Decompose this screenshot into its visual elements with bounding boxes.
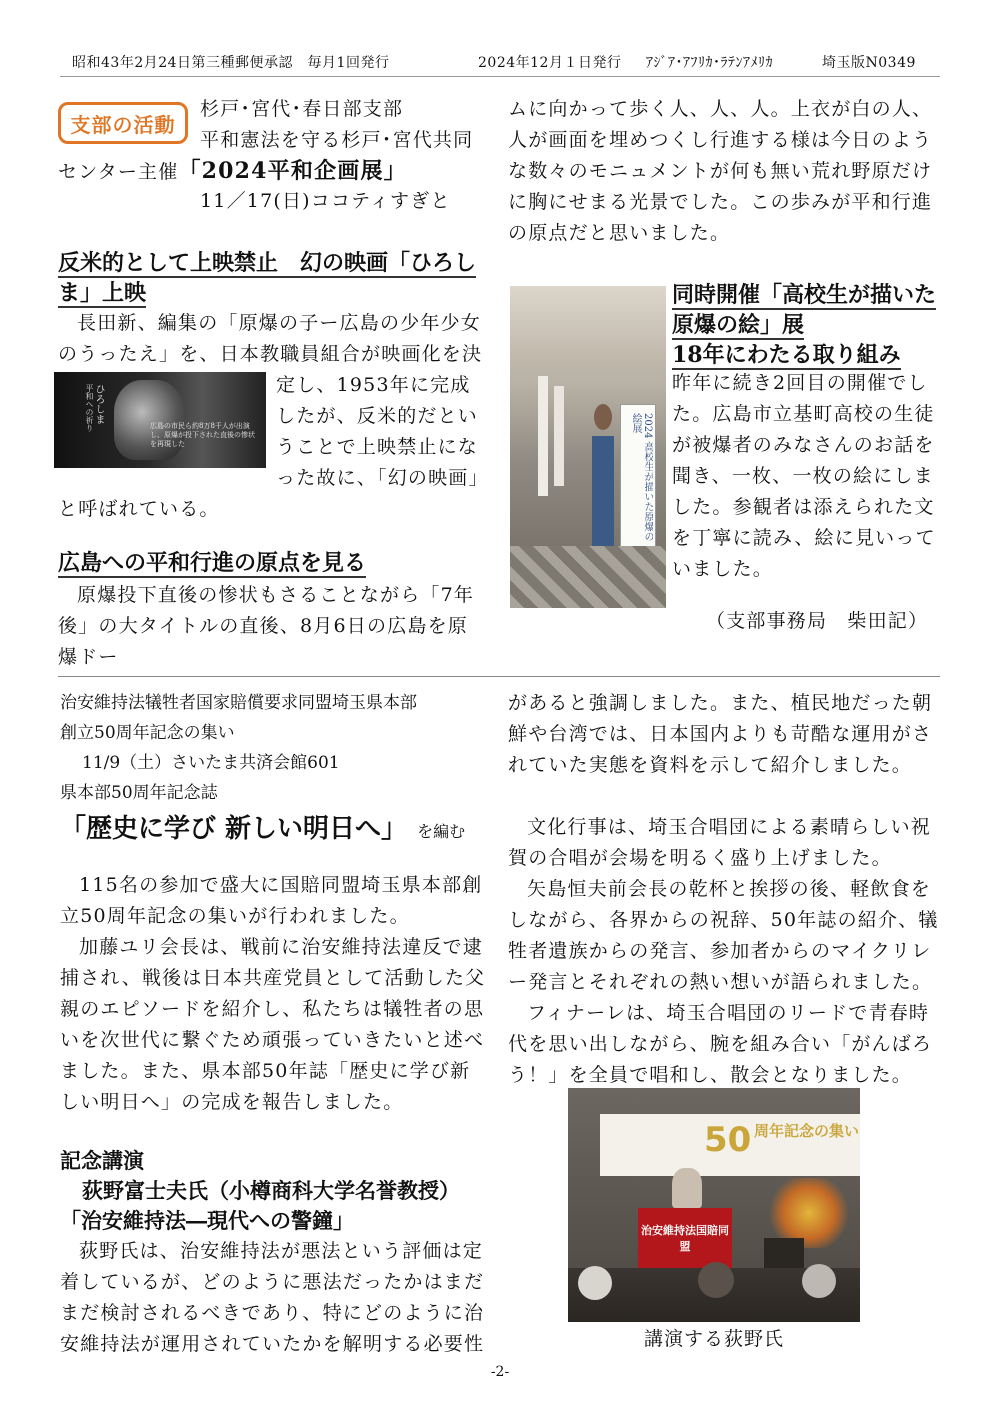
section-drawings [672,280,942,370]
section-heading-film [58,248,486,308]
gathering-name: 創立50周年記念の集い [60,723,235,743]
event-title: 「2024平和企画展」 [178,158,407,184]
speaker-figure [672,1168,702,1208]
lecture-label: 記念講演 [60,1148,144,1173]
gathering-paragraph-1: 115名の参加で盛大に国賠同盟埼玉県本部創立50周年記念の集いが行われました。 [60,874,483,927]
gathering-paragraph-3: があると強調しました。また、植民地だった朝鮮や台湾では、日本国内よりも苛酷な運用がされていた実態を資料を示して紹介しました。 [508,692,933,776]
branch-activity-badge: 支部の活動 [58,102,188,144]
banner-main: 周年記念の集い [754,1122,860,1140]
org-name: 治安維持法犠牲者国家賠償要求同盟埼玉県本部 [60,693,417,713]
heading-text: 広島への平和行進の原点を見る [58,550,367,576]
gathering-date-venue: 11/9（土）さいたま共済会館601 [82,753,340,773]
organizer-suffix: センター主催 [58,161,179,183]
film-paragraph-a: 長田新、編集の「原爆の子ー広島の少年少女のうったえ」を、日本教職員組合が映画化を決 [58,312,483,365]
branch-name: 杉戸･宮代･春日部支部 [200,98,404,120]
section-heading-march [58,548,486,578]
audience-head [698,1262,734,1298]
visitor-figure [592,436,614,556]
red-banner: 治安維持法国賠同盟 [638,1208,732,1268]
ceiling-area [510,286,666,366]
heading-text: 同時開催「高校生が描いた原爆の絵」展 [672,282,937,338]
film-paragraph-c: と呼ばれている。 [58,498,220,520]
banner-text: 2024 高校生が描いた原爆の絵展 [630,413,653,542]
lecture-paragraph: 荻野氏は、治安維持法が悪法という評価は定着しているが、どのように悪法だったかはまだまだ検討されるべきであり、特にどのように治安維持法が運用されていたかを解明する必要性 [60,1240,485,1355]
header-rule [60,76,940,77]
audience-head [802,1264,836,1298]
commemorative-book-label: 県本部50周年記念誌 [60,783,218,803]
film-caption: 広島の市民ら約8万8千人が出演し、原爆が投下された直後の惨状を再現した [150,422,255,448]
march-paragraph-cont: ムに向かって歩く人、人、人。上衣が白の人、人が画面を埋めつくし行進する様は今日のような数々のモニュメントが何も無い荒れ野原だけに胸にせまる光景でした。この歩みが平和行進の原点だと思いました。 [508,98,933,244]
lecturer-name: 荻野富士夫氏（小樽商科大学名誉教授） [82,1178,460,1203]
banner-stand [620,404,656,556]
panel-shape [538,376,548,496]
film-title-2: 平和への祈り [85,384,94,432]
gathering-paragraph-5: 矢島恒夫前会長の乾杯と挨拶の後、軽飲食をしながら、各界からの祝辞、50年誌の紹介、犠牲者遺族からの発言、参加者からのマイクリレー発言とそれぞれの熱い想いが語られました。 [508,878,939,993]
gathering-paragraph-6: フィナーレは、埼玉合唱団のリードで青春時代を思い出しながら、腕を組み合い「がんばろう！」を全員で唱和し、散会となりました。 [508,1002,933,1086]
film-title-1: ひろしま [93,384,104,424]
visitor-head [594,404,612,430]
banner-50: 50 [704,1120,752,1160]
book-title-suffix: を編む [417,822,466,841]
heading-text: 反米的として上映禁止 幻の映画「ひろしま」上映 [58,250,477,306]
book-title-line [60,808,465,845]
event-banner [600,1114,860,1176]
header-approval: 昭和43年2月24日第三種郵便承認 毎月1回発行 [72,55,390,71]
section-divider [58,676,940,677]
section-subheading-drawings [672,340,942,370]
gathering-info [60,688,500,808]
film-still-image [54,372,266,468]
exhibition-photo [510,286,666,608]
gathering-body-cont [508,688,940,1091]
section-peace-march [58,548,486,578]
panel-shape [554,386,564,486]
lecture-photo [568,1088,860,1322]
section-hiroshima-film [58,248,486,308]
photo-caption: 講演する荻野氏 [643,1328,784,1350]
gathering-paragraph-4: 文化行事は、埼玉合唱団による素晴らしい祝賀の合唱が会場を明るく盛り上げました。 [508,816,932,869]
lecture-title: 「治安維持法―現代への警鐘」 [60,1208,354,1233]
audience-head [578,1266,612,1300]
header-org: ｱｼﾞｱ･ｱﾌﾘｶ･ﾗﾃﾝｱﾒﾘｶ [646,55,773,71]
film-paragraph-b: 定し、1953年に完成したが、反米的だということで上映禁止になった故に、「幻の映画」 [276,374,489,489]
event-date-venue: 11／17(日)ココティすぎと [200,190,451,212]
header-edition: 埼玉版N0349 [822,55,916,71]
signature: （支部事務局 柴田記） [706,610,929,632]
organizer-line: 平和憲法を守る杉戸･宮代共同 [200,129,474,151]
book-title: 「歴史に学び 新しい明日へ」 [60,814,408,844]
gathering-body [60,870,490,1118]
drawings-paragraph: 昨年に続き2回目の開催でした。広島市立基町高校の生徒が被爆者のみなさんのお話を聞き、一枚、一枚の絵にしました。参観者は添えられた文を丁寧に読み、絵に見いっていました。 [672,372,936,580]
event-title-line [58,156,488,188]
march-paragraph: 原爆投下直後の惨状もさることながら「7年後」の大タイトルの直後、8月6日の広島を原爆ドー [58,584,475,668]
checkered-floor [510,546,666,608]
gathering-paragraph-2: 加藤ユリ会長は、戦前に治安維持法違反で逮捕され、戦後は日本共産党員として活動した父親のエピソードを紹介し、私たちは犠牲者の思いを次世代に繋ぐため頑張っていきたいと述べました。また、県本部50年誌「歴史に学び新しい明日へ」の完成を報告しました。 [60,936,486,1113]
lecture-heading [60,1146,500,1236]
page-number: -2- [490,1364,510,1380]
branch-info [200,94,490,156]
header-date: 2024年12月１日発行 [478,55,622,71]
section-heading-drawings [672,280,942,340]
subheading-text: 18年にわたる取り組み [672,342,901,368]
